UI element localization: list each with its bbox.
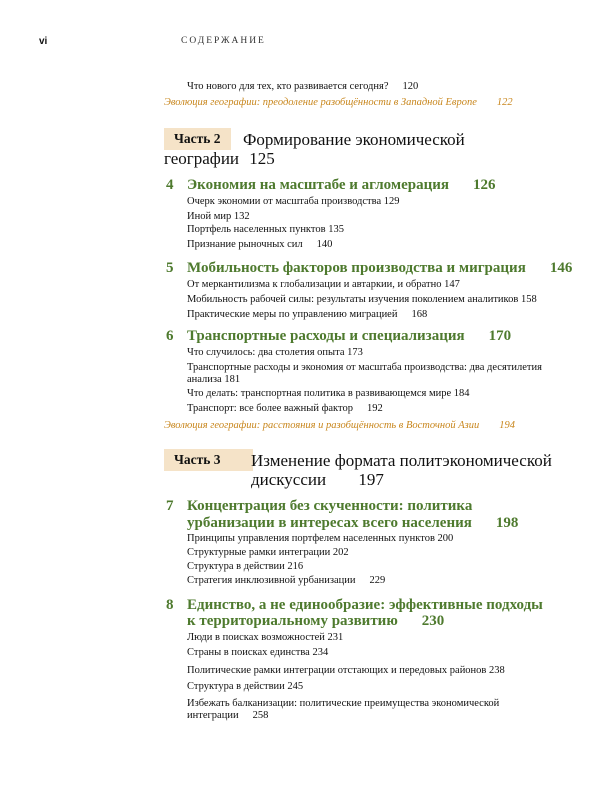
toc-entry-page: 147 [444, 279, 460, 290]
toc-entry-page: 200 [437, 533, 454, 544]
toc-entry-text: Принципы управления портфелем населенных пунктов [187, 533, 435, 544]
chapter-4-title[interactable] [187, 177, 495, 194]
toc-entry-page: 229 [369, 575, 386, 586]
toc-entry-page: 132 [233, 211, 250, 222]
chapter-7-number: 7 [166, 498, 174, 514]
toc-entry-page: 216 [287, 561, 304, 572]
toc-entry-text: Что нового для тех, кто развивается сегодня? [187, 81, 389, 92]
toc-entry-text: Иной мир [187, 211, 232, 222]
toc-entry-page: 202 [332, 547, 349, 558]
toc-entry-page: 192 [366, 403, 383, 414]
toc-entry-text: Транспортные расходы и экономия от масштаба производства: два десятилетия [187, 362, 542, 373]
toc-entry-page: 140 [316, 239, 333, 250]
toc-entry-text: интеграции [187, 710, 239, 721]
toc-entry[interactable] [187, 195, 399, 208]
part-3-label: Часть 3 [164, 449, 253, 471]
part-2-title-text: географии [164, 149, 240, 168]
chapter-5-title[interactable] [187, 260, 572, 277]
chapter-7-title-line1[interactable]: Концентрация без скученности: политика [187, 498, 473, 514]
toc-entry[interactable] [187, 308, 427, 321]
toc-entry-text: Избежать балканизации: политические преимущества экономической [187, 698, 500, 709]
chapter-title-text: Транспортные расходы и специализация [187, 328, 465, 344]
toc-entry-text: Структура в действии [187, 681, 285, 692]
evolution-page: 194 [499, 420, 515, 431]
toc-entry-text: анализа [187, 374, 222, 385]
toc-entry-page: 168 [411, 309, 428, 320]
chapter-title-text: Экономия на масштабе и агломерация [187, 177, 449, 193]
chapter-8-title-line2[interactable] [187, 613, 444, 630]
chapter-title-text: Мобильность факторов производства и миграция [187, 260, 526, 276]
toc-entry-text: Стратегия инклюзивной урбанизации [187, 575, 356, 586]
evolution-section-2[interactable] [164, 420, 515, 431]
toc-entry-text: Что случилось: два столетия опыта [187, 347, 345, 358]
part-3-title-line2[interactable] [251, 470, 384, 489]
toc-entry-page: 234 [312, 647, 329, 658]
part-2-page: 125 [249, 149, 275, 168]
chapter-7-title-line2[interactable] [187, 515, 518, 532]
chapter-8-number: 8 [166, 597, 174, 613]
toc-entry[interactable] [187, 80, 418, 93]
chapter-8-title-line1[interactable]: Единство, а не единообразие: эффективные подходы [187, 597, 543, 613]
toc-entry[interactable] [187, 664, 505, 677]
toc-entry-text: Политические рамки интеграции отстающих и передовых районов [187, 665, 487, 676]
toc-entry-text: Практические меры по управлению миграцией [187, 309, 398, 320]
toc-entry-page: 158 [520, 294, 537, 305]
part-3-title-text: дискуссии [251, 470, 327, 489]
part-3-title-line1[interactable]: Изменение формата политэкономической [251, 451, 552, 470]
part-2-label: Часть 2 [164, 128, 231, 150]
part-3-page: 197 [358, 470, 384, 489]
toc-entry[interactable] [187, 402, 383, 415]
toc-entry[interactable] [187, 278, 460, 291]
chapter-4-number: 4 [166, 177, 174, 193]
evolution-page: 122 [496, 97, 513, 108]
toc-entry-page: 184 [453, 388, 470, 399]
part-2-title-line1[interactable]: Формирование экономической [243, 130, 465, 149]
toc-entry[interactable] [187, 293, 537, 306]
toc-entry-text: Люди в поисках возможностей [187, 632, 325, 643]
toc-entry[interactable] [187, 680, 303, 693]
chapter-page: 230 [421, 613, 445, 629]
toc-entry-page: 173 [347, 347, 363, 358]
toc-entry-text: Мобильность рабочей силы: результаты изучения поколением аналитиков [187, 294, 519, 305]
toc-entry-text: Структурные рамки интеграции [187, 547, 331, 558]
chapter-5-number: 5 [166, 260, 174, 276]
toc-entry-text: От меркантилизма к глобализации и автаркии, и обратно [187, 279, 442, 290]
toc-entry[interactable] [187, 546, 349, 559]
evolution-section-1[interactable] [164, 97, 513, 108]
toc-entry-text: Портфель населенных пунктов [187, 224, 326, 235]
toc-entry-text: Структура в действии [187, 561, 285, 572]
toc-entry[interactable] [187, 223, 344, 236]
toc-entry[interactable] [187, 346, 363, 359]
toc-entry-continued[interactable] [187, 373, 240, 386]
part-2-title-line2[interactable] [164, 149, 275, 168]
toc-entry[interactable] [187, 631, 343, 644]
toc-entry-page: 245 [287, 681, 304, 692]
toc-entry-text: Признание рыночных сил [187, 239, 303, 250]
evolution-text: Эволюция географии: преодоление разобщённости в Западной Европе [164, 97, 477, 108]
evolution-text: Эволюция географии: расстояния и разобщённость в Восточной Азии [164, 420, 480, 431]
toc-entry-page: 181 [224, 374, 241, 385]
running-header: СОДЕРЖАНИЕ [181, 36, 266, 46]
toc-entry-text: Что делать: транспортная политика в развивающемся мире [187, 388, 452, 399]
chapter-title-text: урбанизации в интересах всего населения [187, 515, 472, 531]
chapter-page: 198 [495, 515, 519, 531]
toc-entry-page: 258 [252, 710, 269, 721]
toc-entry[interactable] [187, 210, 250, 223]
toc-entry[interactable] [187, 387, 470, 400]
toc-entry-text: Страны в поисках единства [187, 647, 310, 658]
toc-entry[interactable] [187, 361, 542, 374]
toc-entry[interactable] [187, 532, 453, 545]
toc-entry[interactable] [187, 646, 328, 659]
chapter-6-title[interactable] [187, 328, 511, 345]
chapter-page: 146 [549, 260, 573, 276]
toc-entry-text: Транспорт: все более важный фактор [187, 403, 353, 414]
toc-entry-page: 231 [327, 632, 344, 643]
toc-entry-page: 129 [383, 196, 400, 207]
toc-entry-page: 135 [328, 224, 344, 235]
toc-entry-text: Очерк экономии от масштаба производства [187, 196, 382, 207]
toc-entry[interactable] [187, 574, 385, 587]
chapter-page: 126 [472, 177, 496, 193]
chapter-6-number: 6 [166, 328, 174, 344]
chapter-page: 170 [488, 328, 512, 344]
chapter-title-text: к территориальному развитию [187, 613, 398, 629]
toc-entry[interactable] [187, 238, 332, 251]
page-number: vi [39, 36, 48, 47]
toc-entry[interactable] [187, 560, 303, 573]
toc-entry-continued[interactable] [187, 709, 268, 722]
toc-entry-page: 120 [402, 81, 419, 92]
toc-entry-page: 238 [489, 665, 505, 676]
